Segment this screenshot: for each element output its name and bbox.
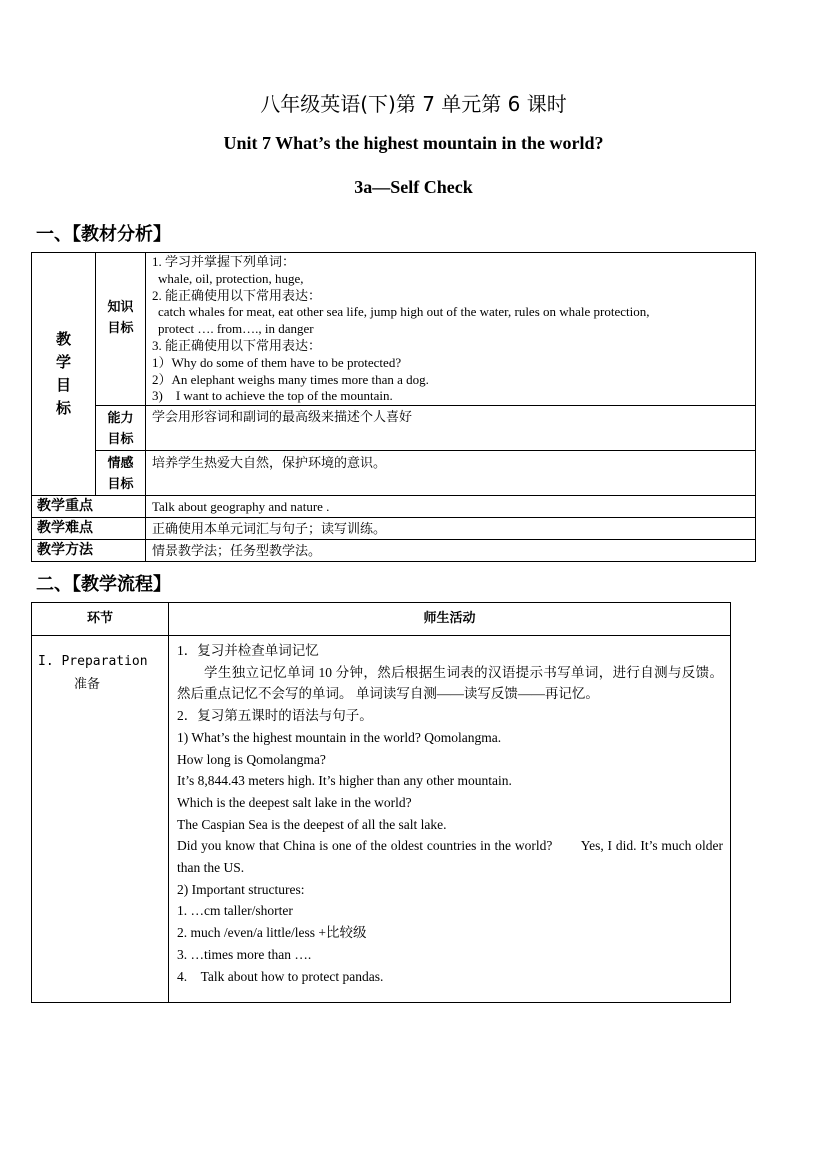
activity-line: How long is Qomolangma? — [177, 751, 326, 767]
process-table — [31, 602, 731, 1003]
activity-line: 4. Talk about how to protect pandas. — [177, 968, 384, 984]
activity-line: Which is the deepest salt lake in the world? — [177, 794, 412, 810]
objectives-label: 教 学 目 标 — [32, 253, 96, 496]
unit-title: Unit 7 What’s the highest mountain in the world? — [223, 133, 604, 153]
stage-cell — [32, 636, 169, 1003]
lesson-title: 3a—Self Check — [354, 177, 473, 197]
knowledge-goal-label: 知识 目标 — [96, 253, 146, 406]
activity-line: 2. much /even/a little/less +比较级 — [177, 925, 367, 941]
activity-line: 1) What’s the highest mountain in the world? Qomolangma. — [177, 729, 502, 745]
activity-line: 2) Important structures: — [177, 881, 305, 897]
activity-column-header: 师生活动 — [169, 603, 731, 636]
activity-line: It’s 8,844.43 meters high. It’s higher than any other mountain. — [177, 773, 512, 789]
ability-goal-content: 学会用形容词和副词的最高级来描述个人喜好 — [146, 406, 756, 451]
activity-cell — [169, 636, 731, 1003]
activity-line: 3. …times more than …. — [177, 946, 312, 962]
stage-name-en: I. Preparation — [38, 654, 148, 669]
teaching-method-value: 情景教学法；任务型教学法。 — [146, 540, 756, 562]
knowledge-goal-content: 1. 学习并掌握下列单词： whale, oil, protection, huge, 2. 能正确使用以下常用表达： catch whales for meat, eat other sea life, jump high out of the water, rules on whale protection, protect …. from…., in danger 3. 能正确使用以下常用表达： 1）Why do some of them have to be protected? 2）An elephant weighs many times more than a dog. 3) I want to achieve the top of the mountain. — [146, 253, 756, 406]
stage-column-header: 环节 — [32, 603, 169, 636]
difficult-point-label: 教学难点 — [32, 518, 146, 540]
section-heading-process: 二、【教学流程】 — [36, 574, 171, 595]
activity-line: Did you know that China is one of the oldest countries in the world? Yes, I did. It’s much older than the US. — [177, 838, 723, 876]
ability-goal-label: 能力 目标 — [96, 406, 146, 451]
teaching-method-label: 教学方法 — [32, 540, 146, 562]
page-title: 八年级英语(下)第 7 单元第 6 课时 — [260, 92, 567, 116]
key-point-label: 教学重点 — [32, 496, 146, 518]
activity-line: 学生独立记忆单词 10 分钟，然后根据生词表的汉语提示书写单词，进行自测与反馈。然后重点记忆不会写的单词。 单词读写自测——读写反馈——再记忆。 — [177, 664, 723, 702]
difficult-point-value: 正确使用本单元词汇与句子；读写训练。 — [146, 518, 756, 540]
activity-line: The Caspian Sea is the deepest of all the salt lake. — [177, 816, 447, 832]
emotion-goal-label: 情感 目标 — [96, 451, 146, 496]
key-point-value: Talk about geography and nature . — [146, 496, 756, 518]
emotion-goal-content: 培养学生热爱大自然，保护环境的意识。 — [146, 451, 756, 496]
activity-line: 2．复习第五课时的语法与句子。 — [177, 708, 373, 724]
activity-line: 1．复习并检查单词记忆 — [177, 643, 319, 658]
analysis-table — [31, 252, 756, 562]
stage-name-cn: 准备 — [74, 677, 101, 692]
activity-line: 1. …cm taller/shorter — [177, 903, 293, 919]
section-heading-analysis: 一、【教材分析】 — [36, 224, 171, 245]
